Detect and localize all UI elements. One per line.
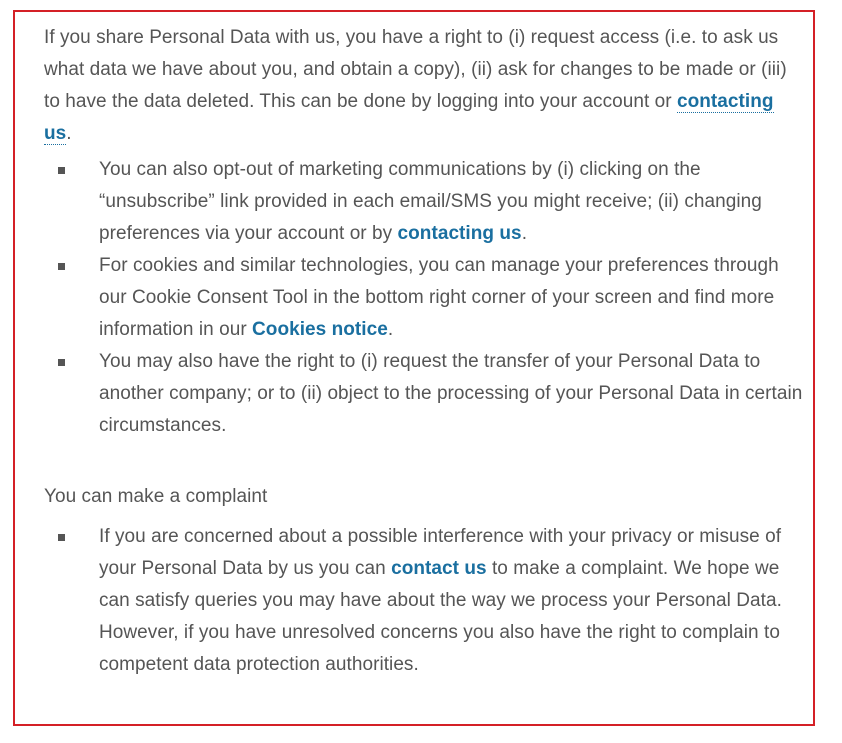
intro-paragraph (44, 22, 804, 150)
opt-out-text: You can also opt-out of marketing communications by (i) clicking on the “unsubscribe” link provided in each email/SMS you might receive; (ii) changing preferences via your account or by (99, 159, 762, 244)
cookies-text: For cookies and similar technologies, you can manage your preferences through our Cookie Consent Tool in the bottom right corner of your screen and find more information in our (99, 255, 779, 340)
contacting-us-link[interactable]: contacting us (397, 223, 522, 244)
transfer-text: You may also have the right to (i) request the transfer of your Personal Data to another company; or to (ii) object to the processing of your Personal Data in certain circumstances. (99, 351, 803, 436)
complaint-text-end: to make a complaint. We hope we can satisfy queries you may have about the way we process your Personal Data. However, if you have unresolved concerns you also have the right to complain to competent data protection authorities. (99, 558, 782, 675)
complaint-heading: You can make a complaint (44, 486, 268, 507)
cookies-notice-link[interactable]: Cookies notice (252, 319, 388, 340)
opt-out-text-end: . (521, 223, 528, 244)
complaint-text: If you are concerned about a possible interference with your privacy or misuse of your Personal Data by us you can (99, 526, 782, 579)
cookies-text-end: . (387, 319, 394, 340)
intro-text: If you share Personal Data with us, you have a right to (i) request access (i.e. to ask us what data we have about you, and obtain a copy), (ii) ask for changes to be made or (iii) to have the data deleted. This can be done by logging into your account or (44, 27, 787, 112)
square-bullet-icon (58, 534, 65, 541)
list-item (99, 154, 804, 250)
list-item (99, 346, 804, 442)
list-item (99, 250, 804, 346)
rights-list (44, 154, 804, 442)
list-item (99, 521, 804, 681)
contacting-us-link[interactable]: contacting us (44, 91, 774, 144)
contact-us-link[interactable]: contact us (391, 558, 487, 579)
complaint-list (44, 521, 804, 681)
square-bullet-icon (58, 167, 65, 174)
privacy-rights-section (44, 22, 804, 681)
square-bullet-icon (58, 263, 65, 270)
intro-text-end: . (66, 123, 72, 144)
square-bullet-icon (58, 359, 65, 366)
